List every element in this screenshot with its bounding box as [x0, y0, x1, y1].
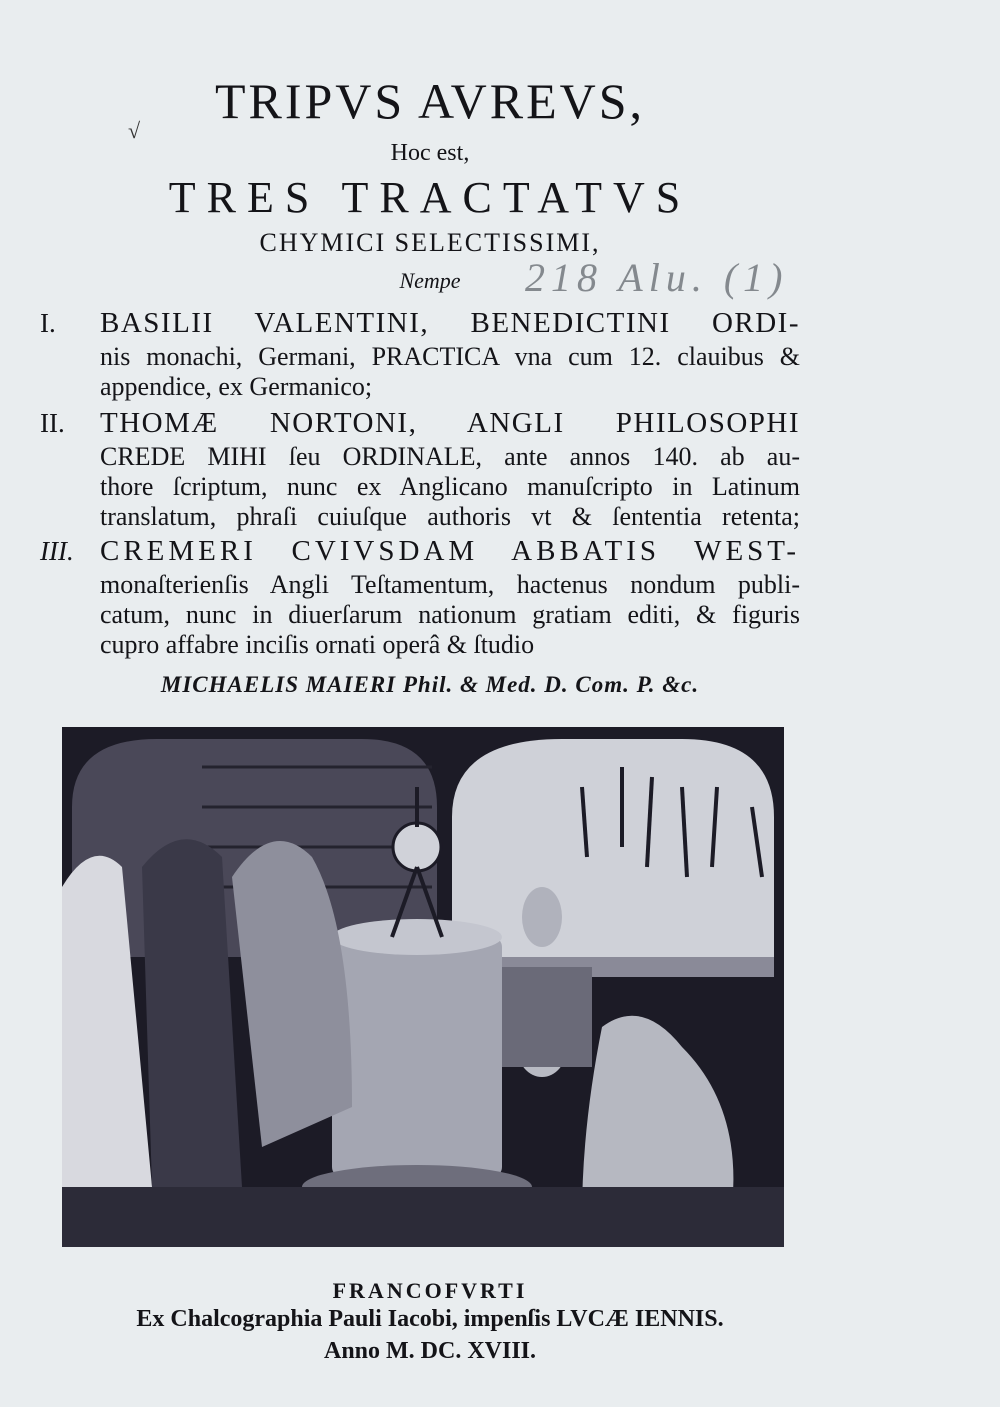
- line: thore ſcriptum, nunc ex Anglicano manuſcripto in Latinum: [100, 472, 800, 501]
- hoc-est: Hoc est,: [390, 140, 470, 166]
- line: monaſterienſis Angli Teſtamentum, hactenus nondum publi-: [100, 570, 800, 599]
- line: translatum, phraſi cuiuſque authoris vt & ſententia retenta;: [100, 502, 800, 531]
- margin-tick-mark: √: [128, 118, 141, 143]
- imprint-printer: Ex Chalcographia Pauli Iacobi, impenſis LVCÆ IENNIS.: [136, 1306, 724, 1332]
- imprint-place: FRANCOFVRTI: [332, 1278, 528, 1303]
- line: cupro affabre inciſis ornati operâ & ſtudio: [100, 630, 535, 659]
- line: nis monachi, Germani, PRACTICA vna cum 12. clauibus &: [100, 342, 800, 371]
- line: THOMÆ NORTONI, ANGLI PHILOSOPHI: [100, 407, 800, 439]
- imprint-year: Anno M. DC. XVIII.: [323, 1338, 537, 1364]
- line: appendice, ex Germanico;: [100, 372, 373, 401]
- alchemical-laboratory-engraving: [62, 727, 784, 1247]
- furnace: [332, 937, 502, 1177]
- subtitle: TRES TRACTATVS: [168, 173, 692, 222]
- subtitle-2: CHYMICI SELECTISSIMI,: [259, 228, 601, 257]
- glass-vessel: [393, 823, 441, 871]
- floor: [62, 1187, 784, 1247]
- handwritten-shelfmark: 218 Alu. (1): [525, 255, 789, 300]
- line: CREDE MIHI ſeu ORDINALE, ante annos 140. ab au-: [100, 442, 800, 471]
- side-furnace: [502, 967, 592, 1067]
- numeral: I.: [40, 308, 56, 338]
- line: CREMERI CVIVSDAM ABBATIS WEST-: [100, 535, 800, 567]
- numeral: III.: [40, 536, 74, 566]
- right-arch-wall: [452, 739, 774, 967]
- line: catum, nunc in diuerſarum nationum gratiam editi, & figuris: [100, 600, 800, 629]
- book-title: TRIPVS AVREVS,: [214, 73, 646, 129]
- line: BASILII VALENTINI, BENEDICTINI ORDI-: [100, 307, 800, 339]
- flask: [522, 887, 562, 947]
- author-line: MICHAELIS MAIERI Phil. & Med. D. Com. P. &c.: [160, 672, 700, 697]
- numeral: II.: [40, 408, 65, 438]
- furnace-top: [332, 919, 502, 955]
- nempe: Nempe: [399, 268, 461, 293]
